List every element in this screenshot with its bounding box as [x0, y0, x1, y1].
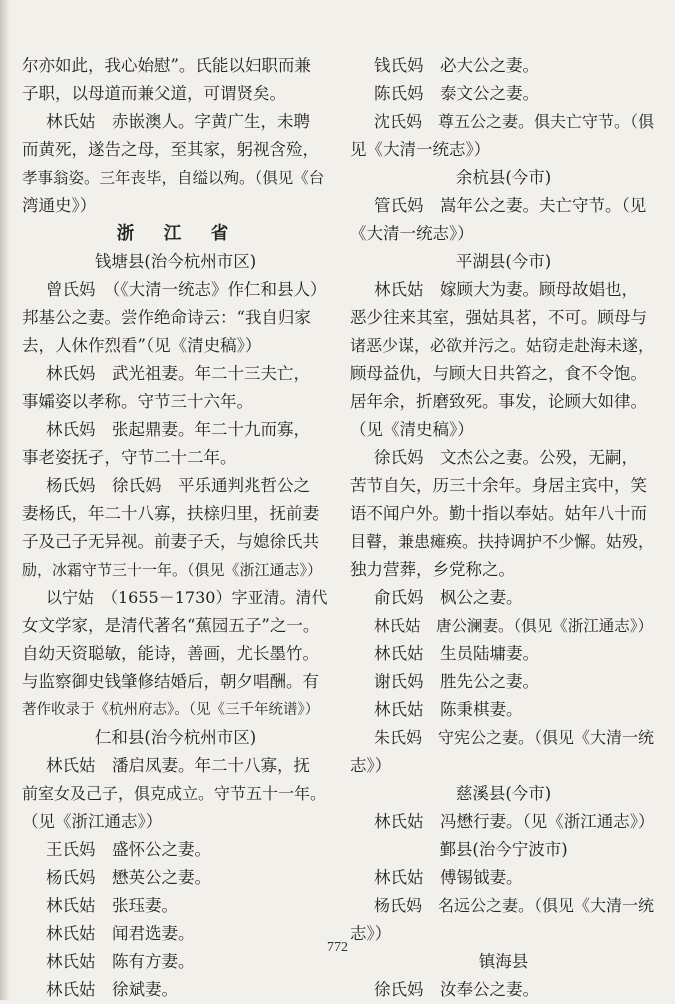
text-line: 志》）	[350, 924, 392, 943]
entry-start-line: 杨氏妈 名远公之妻。（俱见《大清一统	[374, 896, 655, 915]
entry-start-line: 林氏姑 嫁顾大为妻。顾母故娼也，	[374, 280, 638, 299]
binding-shadow	[0, 0, 10, 1000]
text-line: 妻杨氏，年二十八寡，扶榇归里，抚前妻	[22, 504, 319, 523]
text-line: 独力营葬，乡党称之。	[350, 560, 515, 579]
text-line: 前室女及己子，俱克成立。守节五十一年。	[22, 784, 327, 803]
text-line: 去，人休作烈看”（见《清史稿》）	[22, 336, 262, 355]
entry-start-line: 王氏妈 盛怀公之妻。	[46, 840, 211, 859]
entry-start-line: 林氏姑 闻君选妻。	[46, 924, 195, 943]
entry-start-line: 以宁姑 （1655－1730）字亚清。清代	[46, 588, 328, 607]
entry-start-line: 林氏姑 赤嵌澳人。字黄广生，未聘	[46, 112, 310, 131]
text-line: （见《浙江通志》）	[22, 812, 163, 831]
left-column	[22, 52, 329, 1004]
county-heading: 鄞县(治今宁波市)	[439, 840, 568, 859]
entry-start-line: 林氏姑 唐公澜妻。（俱见《浙江通志》）	[374, 617, 654, 635]
right-column	[350, 52, 657, 1004]
text-line: （见《清史稿》）	[350, 420, 474, 439]
book-page	[22, 52, 662, 999]
text-line: 诸恶少谋，必欲并污之。姑窃走赴海未遂，	[350, 336, 655, 355]
entry-start-line: 俞氏妈 枫公之妻。	[374, 588, 523, 607]
entry-start-line: 谢氏妈 胜先公之妻。	[374, 672, 539, 691]
entry-start-line: 林氏姑 生员陆墉妻。	[374, 644, 539, 663]
text-line: 尔亦如此，我心始慰”。氏能以妇职而兼	[22, 56, 311, 75]
text-line: 志》）	[350, 756, 392, 775]
page-number: 772	[327, 940, 348, 955]
text-line: 与监察御史钱肇修结婚后，朝夕唱酬。有	[22, 672, 319, 691]
text-line: 励，冰霜守节三十一年。（俱见《浙江通志》）	[22, 561, 323, 579]
county-heading: 余杭县(今市)	[455, 168, 552, 187]
text-line: 子及己子无异视。前妻子夭，与媳徐氏共	[22, 532, 319, 551]
text-line: 邦基公之妻。尝作绝命诗云：“我自归家	[22, 308, 311, 327]
entry-start-line: 林氏姑 陈秉棋妻。	[374, 700, 523, 719]
entry-start-line: 曾氏妈 （《大清一统志》作仁和县人）	[46, 280, 327, 299]
entry-start-line: 林氏姑 潘启凤妻。年二十八寡，抚	[46, 756, 310, 775]
county-heading: 慈溪县(今市)	[455, 784, 552, 803]
text-line: 自幼天资聪敏，能诗，善画，尤长墨竹。	[22, 644, 319, 663]
text-line: 湾通史》）	[22, 196, 97, 215]
text-line: 事孀姿以孝称。守节三十六年。	[22, 392, 253, 411]
county-heading: 仁和县(治今杭州市区)	[94, 728, 257, 747]
text-line: 恶少往来其室，强姑具茗，不可。顾母与	[350, 308, 647, 327]
entry-start-line: 林氏妈 张起鼎妻。年二十九而寡，	[46, 420, 310, 439]
text-line: 孝事翁姿。三年丧毕，自缢以殉。（俱见《台	[22, 169, 325, 187]
entry-start-line: 林氏妈 武光祖妻。年二十三夫亡，	[46, 364, 310, 383]
entry-start-line: 林氏姑 傅锡钺妻。	[374, 868, 523, 887]
text-line: 居年余，折磨致死。事发，论顾大如律。	[350, 392, 647, 411]
text-line: 而黄死，遂告之母，至其家，躬视含殓，	[22, 140, 319, 159]
entry-start-line: 林氏姑 张珏妻。	[46, 896, 178, 915]
county-heading: 平湖县(今市)	[455, 252, 552, 271]
entry-start-line: 徐氏妈 汝奉公之妻。	[374, 980, 539, 999]
entry-start-line: 林氏姑 徐斌妻。	[46, 980, 178, 999]
entry-start-line: 杨氏妈 徐氏妈 平乐通判兆哲公之	[46, 476, 310, 495]
text-line: 语不闻户外。勤十指以奉姑。姑年八十而	[350, 504, 647, 523]
text-line: 苦节自矢，历三十余年。身居主宾中，笑	[350, 476, 647, 495]
county-heading: 钱塘县(治今杭州市区)	[94, 252, 257, 271]
text-line: 目瞽，兼患瘫痪。扶持调护不少懈。姑殁，	[350, 532, 655, 551]
text-line: 子职，以母道而兼父道，可谓贤矣。	[22, 84, 286, 103]
entry-start-line: 徐氏妈 文杰公之妻。公殁，无嗣，	[374, 448, 638, 467]
entry-start-line: 钱氏妈 必大公之妻。	[374, 56, 539, 75]
entry-start-line: 沈氏妈 尊五公之妻。俱夫亡守节。（俱	[374, 112, 655, 131]
text-line: 女文学家，是清代著名“蕉园五子”之一。	[22, 616, 320, 635]
entry-start-line: 陈氏妈 泰文公之妻。	[374, 84, 539, 103]
text-line: 《大清一统志》）	[350, 224, 474, 243]
county-heading: 镇海县	[478, 952, 529, 971]
text-line: 见《大清一统志》）	[350, 140, 491, 159]
entry-start-line: 林氏姑 冯懋行妻。（见《浙江通志》）	[374, 812, 655, 831]
entry-start-line: 林氏姑 陈有方妻。	[46, 952, 195, 971]
entry-start-line: 管氏妈 嵩年公之妻。夫亡守节。（见	[374, 196, 647, 215]
text-line: 顾母益仇，与顾大日共笞之，食不令饱。	[350, 364, 647, 383]
entry-start-line: 杨氏妈 懋英公之妻。	[46, 868, 211, 887]
text-line: 事老姿抚孑，守节二十二年。	[22, 448, 237, 467]
province-heading: 浙 江 省	[116, 224, 235, 244]
text-line: 著作收录于《杭州府志》。（见《三千年统谱》）	[22, 702, 320, 718]
entry-start-line: 朱氏妈 守宪公之妻。（俱见《大清一统	[374, 728, 655, 747]
